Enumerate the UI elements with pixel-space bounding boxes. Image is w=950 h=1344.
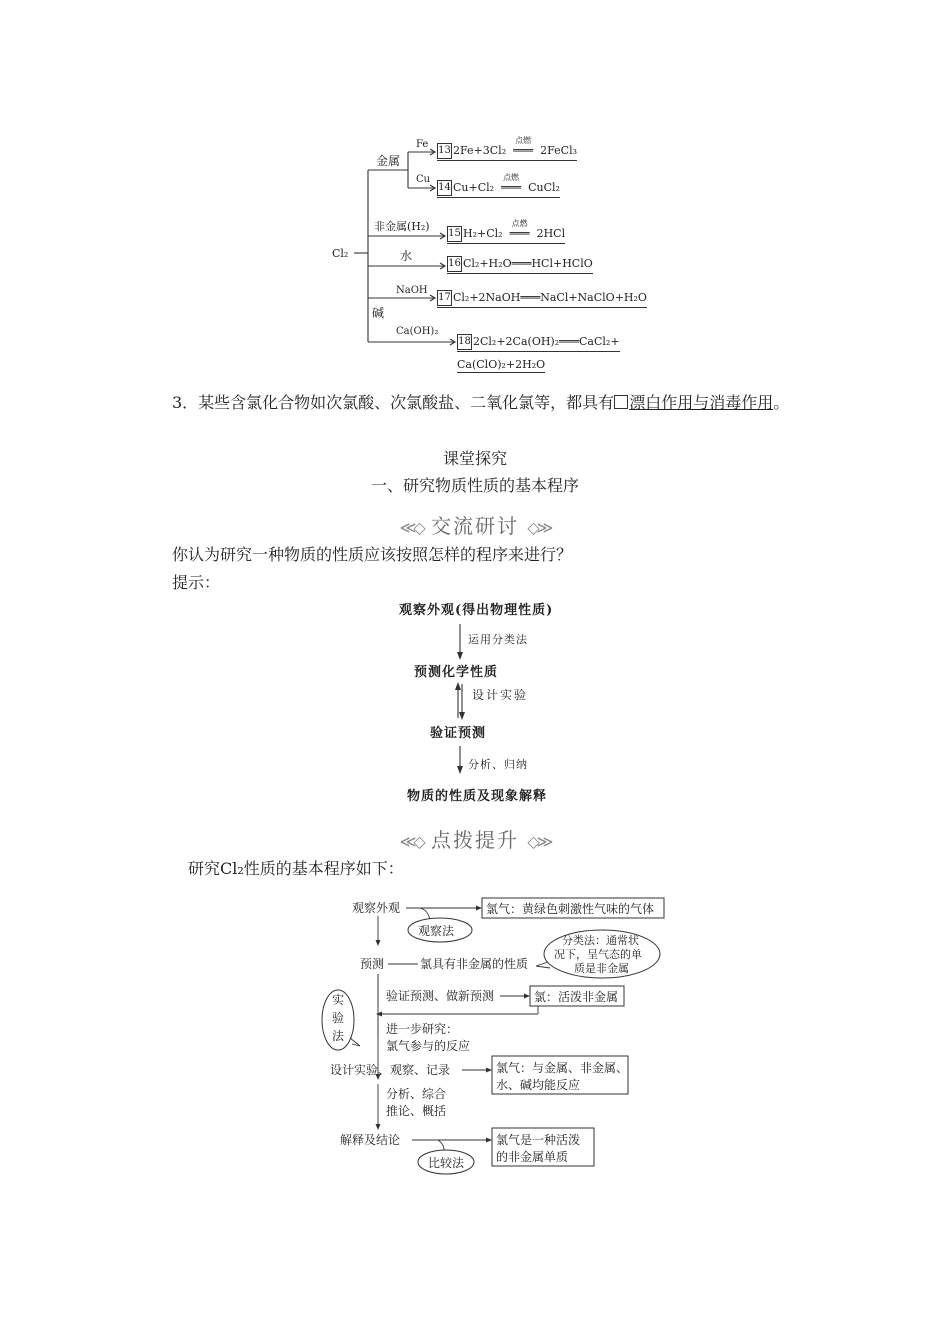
branch-cu: Cu: [416, 174, 431, 185]
flow-further-2: 氯气参与的反应: [386, 1039, 471, 1053]
flow-design-result-1: 氯气：与金属、非金属、: [496, 1061, 629, 1075]
branch-naoh: NaOH: [396, 285, 428, 296]
arrow-down-icon: [459, 712, 465, 720]
arrow-down-icon: [457, 766, 463, 774]
branch-caoh2: Ca(OH)₂: [396, 326, 439, 337]
procedure-arrow-label-1: 运用分类法: [468, 633, 528, 646]
flow-classify-line-3: 质是非金属: [574, 962, 629, 975]
procedure-step-1: 观察外观(得出物理性质): [399, 603, 554, 618]
flow-design: 设计实验、观察、记录: [330, 1063, 451, 1077]
ornament-right-icon: ◇≫: [527, 832, 551, 851]
flow-observe: 观察外观: [352, 901, 401, 915]
procedure-arrow-label-3: 分析、归纳: [468, 758, 528, 771]
procedure-step-2: 预测化学性质: [414, 665, 499, 680]
equation-16: 16 Cl₂+H₂O═══HCl+HClO: [447, 256, 593, 274]
flow-conclude-result-2: 的非金属单质: [496, 1150, 569, 1164]
equation-15: 15 H₂+Cl₂ 点燃 ═══ 2HCl: [447, 226, 565, 244]
flow-predict: 预测: [360, 957, 385, 971]
point-3-answer: 漂白作用与消毒作用: [614, 393, 773, 412]
ornament-left-icon: ≪◇: [399, 832, 423, 851]
branch-water: 水: [400, 249, 413, 263]
flow-classify-line-1: 分类法：通常状: [562, 934, 639, 947]
arrow-down-icon: [457, 652, 463, 660]
flow-further-1: 进一步研究：: [386, 1022, 459, 1036]
cl2-flowchart: [310, 888, 680, 1180]
flow-design-result-2: 水、碱均能反应: [496, 1078, 581, 1092]
arrow-up-icon: [455, 682, 461, 690]
procedure-arrows: [450, 620, 470, 780]
branch-metal: 金属: [376, 154, 401, 168]
hint-label: 提示：: [172, 573, 221, 592]
procedure-step-3: 验证预测: [430, 726, 487, 741]
cl2-intro: 研究Cl₂性质的基本程序如下：: [188, 859, 404, 878]
flow-classify-line-2: 况下，呈气态的单: [554, 948, 642, 961]
banner-insight: ≪◇ 点拨提升 ◇≫: [399, 828, 551, 852]
flow-exp-method-1: 实: [332, 993, 345, 1007]
tree-root: Cl₂: [332, 247, 349, 260]
flow-observe-method: 观察法: [418, 924, 455, 938]
flow-exp-method-3: 法: [332, 1029, 345, 1043]
question: 你认为研究一种物质的性质应该按照怎样的程序来进行？: [172, 545, 573, 564]
flow-verify: 验证预测、做新预测: [386, 989, 495, 1003]
ornament-left-icon: ≪◇: [399, 518, 423, 537]
point-3: 3．某些含氯化合物如次氯酸、次氯酸盐、二氧化氯等，都具有 漂白作用与消毒作用。: [172, 393, 790, 412]
equation-17: 17 Cl₂+2NaOH═══NaCl+NaClO+H₂O: [437, 290, 647, 308]
flow-compare-method: 比较法: [428, 1156, 465, 1170]
flow-exp-method-2: 验: [332, 1011, 345, 1025]
flow-observe-result: 氯气：黄绿色刺激性气味的气体: [486, 902, 655, 916]
ornament-right-icon: ◇≫: [527, 518, 551, 537]
section-title: 课堂探究: [442, 449, 507, 468]
branch-base: 碱: [372, 306, 385, 320]
procedure-arrow-label-2: 设计实验: [472, 688, 529, 702]
section-subtitle: 一、研究物质性质的基本程序: [370, 476, 579, 495]
flow-predict-text: 氯具有非金属的性质: [420, 957, 529, 971]
branch-nonmetal: 非金属(H₂): [374, 220, 430, 233]
flow-conclude: 解释及结论: [340, 1133, 401, 1147]
equation-18-cont: Ca(ClO)₂+2H₂O: [457, 358, 546, 371]
branch-fe: Fe: [416, 139, 429, 150]
equation-14: 14 Cu+Cl₂ 点燃 ═══ CuCl₂: [437, 180, 560, 198]
equation-13: 13 2Fe+3Cl₂ 点燃 ═══ 2FeCl₃: [437, 143, 577, 161]
blank-box-icon: [614, 395, 628, 409]
equation-18: 18 2Cl₂+2Ca(OH)₂═══CaCl₂+: [457, 334, 620, 352]
banner-discussion: ≪◇ 交流研讨 ◇≫: [399, 514, 551, 538]
flow-conclude-result-1: 氯气是一种活泼: [496, 1133, 581, 1147]
flow-analyze-2: 推论、概括: [386, 1104, 447, 1118]
procedure-step-4: 物质的性质及现象解释: [407, 789, 548, 804]
flow-analyze-1: 分析、综合: [386, 1087, 447, 1101]
flow-verify-result: 氯：活泼非金属: [534, 990, 619, 1004]
